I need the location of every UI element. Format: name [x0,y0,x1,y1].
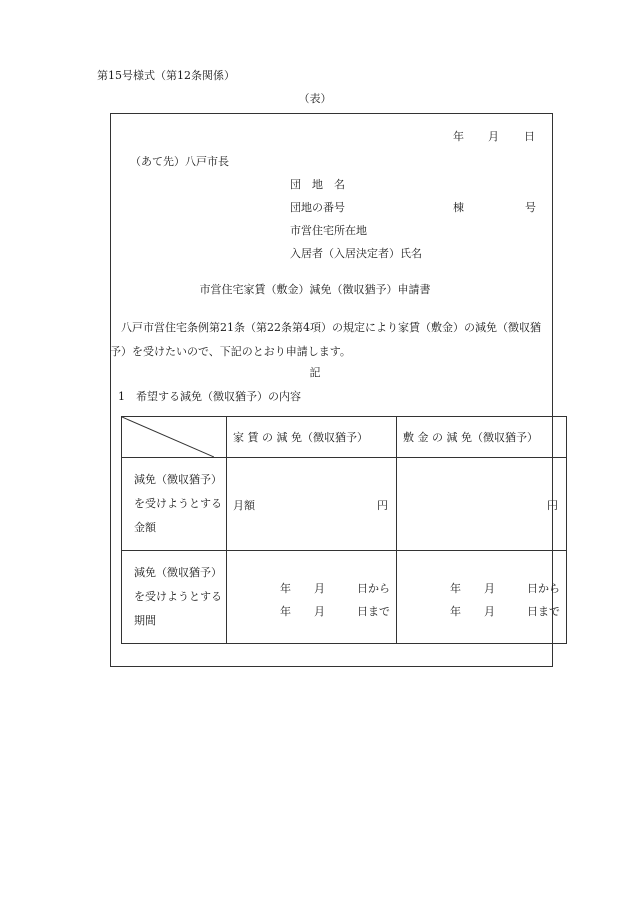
monthly-label: 月額 [233,499,255,512]
rent-from-month: 月 [314,582,325,595]
date-month-label: 月 [488,130,499,143]
rent-amount-cell[interactable] [227,458,397,551]
diagonal-header-cell [122,417,227,458]
ki-label: 記 [309,366,321,379]
document-title: 市営住宅家賃（敷金）減免（徴収猶予）申請書 [199,283,431,296]
body-paragraph: 八戸市営住宅条例第21条（第22条第4項）の規定により家賃（敷金）の減免（徴収猶予）を受けたいので、下記のとおり申請します。 [110,321,541,358]
deposit-amount-cell[interactable] [397,458,567,551]
location-label: 市営住宅所在地 [290,224,367,237]
deposit-from-label: 日から [527,582,560,595]
form-number: 第15号様式（第12条関係） [97,69,235,82]
rent-from-label: 日から [357,582,390,595]
rent-yen-label: 円 [377,499,388,512]
resident-name-label: 入居者（入居決定者）氏名 [290,247,422,260]
row-amount-header: 減免（徴収猶予）を受けようとする金額 [122,458,227,551]
section-1-heading: 1 希望する減免（徴収猶予）の内容 [118,390,301,403]
rent-period-cell[interactable] [227,551,397,644]
danchi-number-label: 団地の番号 [290,201,345,214]
date-day-label: 日 [524,130,535,143]
col-deposit-header: 敷 金 の 減 免（徴収猶予） [397,417,567,458]
side-label: （表） [298,92,332,105]
deposit-from-month: 月 [484,582,495,595]
request-table [121,416,567,644]
row-period-header: 減免（徴収猶予）を受けようとする期間 [122,551,227,644]
deposit-from-year: 年 [450,582,461,595]
building-label: 棟 [453,201,464,214]
diagonal-line [122,417,214,457]
rent-from-year: 年 [280,582,291,595]
deposit-until-year: 年 [450,605,461,618]
deposit-until-label: 日まで [527,605,560,618]
danchi-name-label: 団 地 名 [290,178,345,191]
rent-until-month: 月 [314,605,325,618]
addressee: （あて先）八戸市長 [130,155,229,168]
deposit-yen-label: 円 [547,499,558,512]
deposit-period-cell[interactable] [397,551,567,644]
rent-until-label: 日まで [357,605,390,618]
room-number-label: 号 [525,201,536,214]
date-year-label: 年 [453,130,464,143]
deposit-until-month: 月 [484,605,495,618]
col-rent-header: 家 賃 の 減 免（徴収猶予） [227,417,397,458]
rent-until-year: 年 [280,605,291,618]
